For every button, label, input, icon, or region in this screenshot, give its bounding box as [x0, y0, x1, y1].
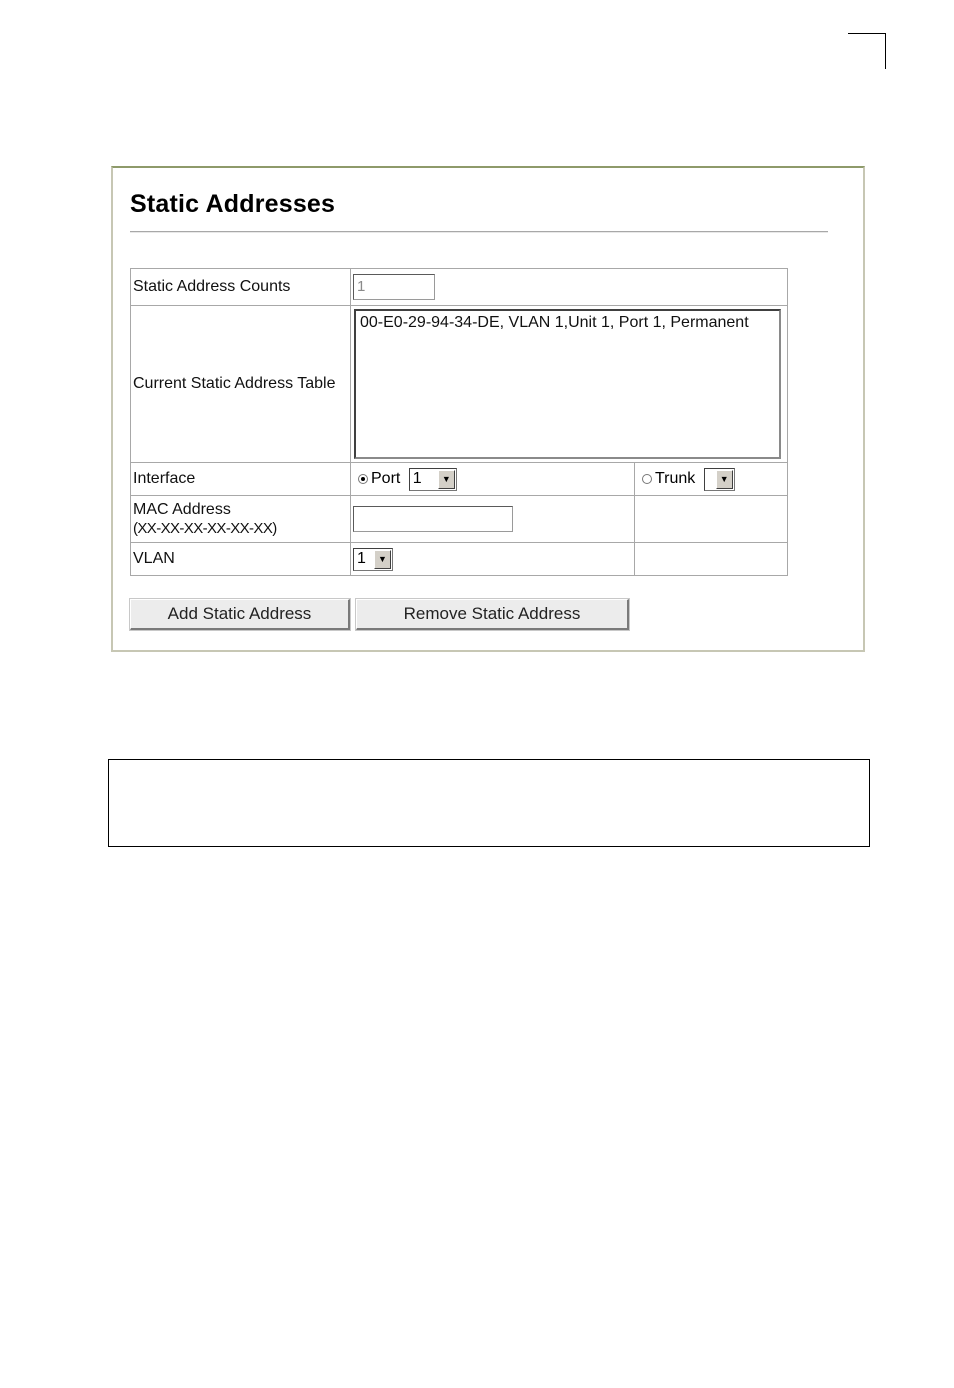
vlan-select[interactable] [353, 548, 393, 571]
vlan-label: VLAN [131, 543, 351, 576]
static-address-list[interactable] [354, 309, 781, 459]
page-title: Static Addresses [130, 190, 336, 218]
chevron-down-icon: ▼ [374, 550, 391, 569]
mac-format-hint: (XX-XX-XX-XX-XX-XX) [133, 520, 277, 537]
mac-row-empty-cell [635, 496, 788, 543]
port-select[interactable] [409, 468, 457, 491]
counts-row [131, 269, 788, 306]
trunk-select[interactable] [704, 468, 735, 491]
trunk-radio-label: Trunk [655, 470, 696, 488]
note-box [108, 759, 870, 847]
chevron-down-icon: ▼ [438, 470, 455, 489]
mac-address-input[interactable] [353, 506, 513, 532]
vlan-row-empty-cell [635, 543, 788, 576]
title-divider [130, 231, 828, 233]
remove-static-address-button[interactable]: Remove Static Address [356, 599, 629, 630]
address-table-row [131, 306, 788, 463]
address-table-label: Current Static Address Table [131, 306, 351, 463]
static-address-form [130, 268, 788, 576]
counts-label: Static Address Counts [131, 269, 351, 306]
mac-address-label: MAC Address [133, 501, 231, 518]
page-corner-mark [848, 33, 886, 69]
chevron-down-icon: ▼ [716, 470, 733, 489]
port-radio-label: Port [371, 470, 401, 488]
interface-row [131, 463, 788, 496]
vlan-select-value: 1 [357, 550, 366, 567]
port-radio[interactable] [358, 474, 368, 484]
static-addresses-panel [111, 166, 865, 652]
mac-row [131, 496, 788, 543]
trunk-radio[interactable] [642, 474, 652, 484]
counts-field: 1 [353, 274, 435, 300]
interface-label: Interface [131, 463, 351, 496]
port-select-value: 1 [412, 470, 422, 487]
vlan-row [131, 543, 788, 576]
list-item[interactable]: 00-E0-29-94-34-DE, VLAN 1,Unit 1, Port 1, Permanent [360, 314, 749, 331]
add-static-address-button[interactable]: Add Static Address [130, 599, 350, 630]
